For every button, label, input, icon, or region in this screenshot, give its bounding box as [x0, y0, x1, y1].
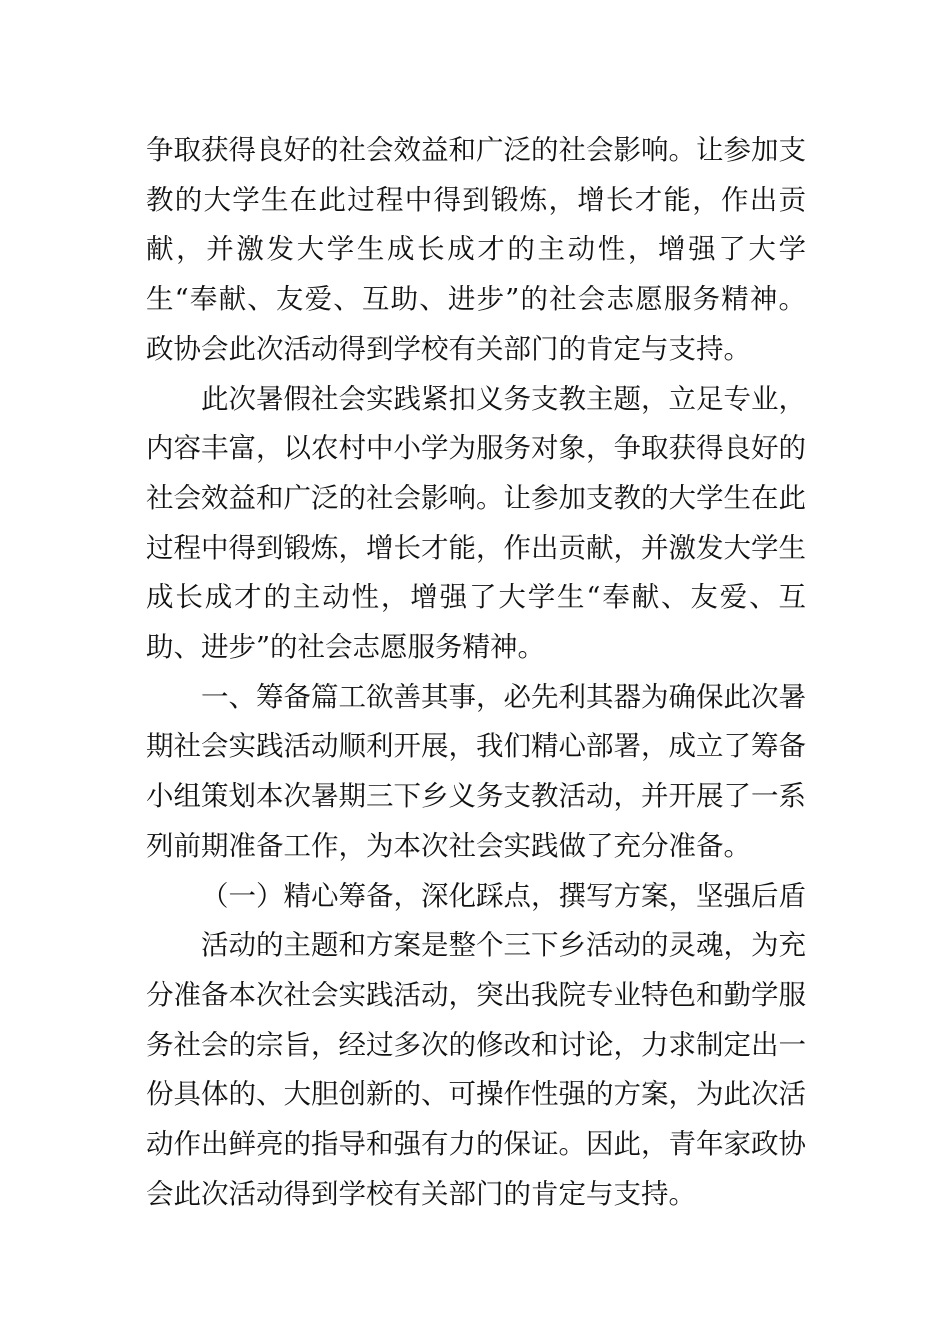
paragraph-continuation: 争取获得良好的社会效益和广泛的社会影响。让参加支教的大学生在此过程中得到锻炼，增长才能，作出贡献，并激发大学生成长成才的主动性，增强了大学生“奉献、友爱、互助、进步”的社会志愿服务精神。政协会此次活动得到学校有关部门的肯定与支持。 [146, 134, 806, 365]
document-body [146, 126, 806, 1219]
paragraph-theme-plan: 活动的主题和方案是整个三下乡活动的灵魂，为充分准备本次社会实践活动，突出我院专业特色和勤学服务社会的宗旨，经过多次的修改和讨论，力求制定出一份具体的、大胆创新的、可操作性强的方案，为此次活动作出鲜亮的指导和强有力的保证。因此，青年家政协会此次活动得到学校有关部门的肯定与支持。 [146, 929, 806, 1210]
paragraph-summer-practice: 此次暑假社会实践紧扣义务支教主题，立足专业，内容丰富，以农村中小学为服务对象，争取获得良好的社会效益和广泛的社会影响。让参加支教的大学生在此过程中得到锻炼，增长才能，作出贡献，并激发大学生成长成才的主动性，增强了大学生“奉献、友爱、互助、进步”的社会志愿服务精神。 [146, 382, 806, 664]
paragraph-preparation-section: 一、筹备篇工欲善其事，必先利其器为确保此次暑期社会实践活动顺利开展，我们精心部署，成立了筹备小组策划本次暑期三下乡义务支教活动，并开展了一系列前期准备工作，为本次社会实践做了充分准备。 [146, 680, 806, 862]
subsection-heading: （一）精心筹备，深化踩点，撰写方案，坚强后盾 [201, 879, 806, 912]
